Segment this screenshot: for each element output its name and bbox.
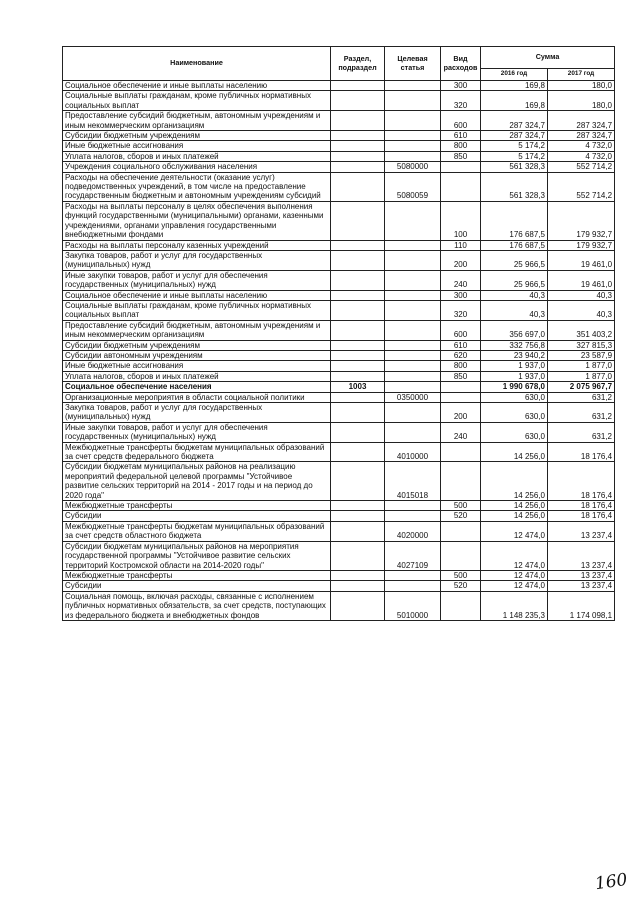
table-row xyxy=(63,250,615,270)
table-row xyxy=(63,340,615,350)
row-name: Иные бюджетные ассигнования xyxy=(63,361,331,371)
row-sum-2017: 18 176,4 xyxy=(548,501,615,511)
row-sum-2016: 630,0 xyxy=(481,403,548,423)
header-section: Раздел, подраздел xyxy=(331,47,385,81)
row-name: Субсидии xyxy=(63,581,331,591)
row-sum-2016: 287 324,7 xyxy=(481,131,548,141)
row-section xyxy=(331,570,385,580)
row-kind xyxy=(441,521,481,541)
row-sum-2017: 1 877,0 xyxy=(548,371,615,381)
row-kind: 850 xyxy=(441,151,481,161)
row-section xyxy=(331,340,385,350)
row-section xyxy=(331,403,385,423)
row-section xyxy=(331,581,385,591)
row-section xyxy=(331,392,385,402)
table-row xyxy=(63,162,615,172)
row-sum-2017: 40,3 xyxy=(548,290,615,300)
row-target xyxy=(385,581,441,591)
row-sum-2017: 2 075 967,7 xyxy=(548,382,615,392)
row-sum-2017: 351 403,2 xyxy=(548,320,615,340)
row-sum-2017: 4 732,0 xyxy=(548,141,615,151)
row-sum-2016: 1 937,0 xyxy=(481,361,548,371)
row-sum-2017: 19 461,0 xyxy=(548,250,615,270)
row-sum-2017: 23 587,9 xyxy=(548,350,615,360)
header-target: Целевая статья xyxy=(385,47,441,81)
table-row xyxy=(63,270,615,290)
header-sum: Сумма xyxy=(481,47,615,69)
row-section xyxy=(331,240,385,250)
row-section xyxy=(331,371,385,381)
row-sum-2016: 561 328,3 xyxy=(481,162,548,172)
row-sum-2017: 13 237,4 xyxy=(548,521,615,541)
row-name: Расходы на выплаты персоналу в целях обеспечения выполнения функций государственными (муниципальными) органами, казенными учреждениями, органами управления государственными внебюджетными фондами xyxy=(63,201,331,240)
row-sum-2017: 1 877,0 xyxy=(548,361,615,371)
header-year-2016: 2016 год xyxy=(481,69,548,81)
row-sum-2017: 631,2 xyxy=(548,403,615,423)
row-target xyxy=(385,141,441,151)
row-sum-2016: 630,0 xyxy=(481,392,548,402)
table-row xyxy=(63,392,615,402)
row-section xyxy=(331,270,385,290)
row-name: Субсидии автономным учреждениям xyxy=(63,350,331,360)
row-sum-2017: 13 237,4 xyxy=(548,541,615,570)
row-kind: 520 xyxy=(441,511,481,521)
row-sum-2016: 40,3 xyxy=(481,290,548,300)
table-row xyxy=(63,111,615,131)
table-row xyxy=(63,382,615,392)
row-sum-2016: 12 474,0 xyxy=(481,581,548,591)
row-kind: 610 xyxy=(441,131,481,141)
row-sum-2016: 14 256,0 xyxy=(481,501,548,511)
row-sum-2016: 1 990 678,0 xyxy=(481,382,548,392)
row-target xyxy=(385,340,441,350)
row-target xyxy=(385,403,441,423)
budget-table xyxy=(62,46,615,621)
row-target xyxy=(385,151,441,161)
table-header xyxy=(63,47,615,81)
row-section xyxy=(331,320,385,340)
row-name: Иные бюджетные ассигнования xyxy=(63,141,331,151)
row-kind xyxy=(441,392,481,402)
row-sum-2017: 18 176,4 xyxy=(548,511,615,521)
table-row xyxy=(63,371,615,381)
row-target xyxy=(385,270,441,290)
budget-table-sheet xyxy=(62,46,614,621)
row-name: Межбюджетные трансферты бюджетам муниципальных образований за счет средств федерального бюджета xyxy=(63,442,331,462)
row-sum-2017: 180,0 xyxy=(548,81,615,91)
row-sum-2016: 40,3 xyxy=(481,300,548,320)
row-target: 0350000 xyxy=(385,392,441,402)
row-sum-2016: 1 148 235,3 xyxy=(481,591,548,620)
row-name: Социальные выплаты гражданам, кроме публичных нормативных социальных выплат xyxy=(63,91,331,111)
row-kind: 240 xyxy=(441,422,481,442)
row-sum-2017: 631,2 xyxy=(548,392,615,402)
row-target xyxy=(385,201,441,240)
row-section xyxy=(331,350,385,360)
row-section xyxy=(331,162,385,172)
table-row xyxy=(63,403,615,423)
row-name: Иные закупки товаров, работ и услуг для обеспечения государственных (муниципальных) нужд xyxy=(63,270,331,290)
row-kind: 500 xyxy=(441,501,481,511)
row-target xyxy=(385,300,441,320)
row-sum-2017: 4 732,0 xyxy=(548,151,615,161)
row-kind xyxy=(441,541,481,570)
row-kind: 300 xyxy=(441,81,481,91)
row-name: Расходы на обеспечение деятельности (оказание услуг) подведомственных учреждений, в том числе на предоставление государственным бюджетным и автономным учреждениям субсидий xyxy=(63,172,331,201)
row-kind: 320 xyxy=(441,300,481,320)
row-section xyxy=(331,250,385,270)
row-name: Межбюджетные трансферты xyxy=(63,570,331,580)
table-row xyxy=(63,570,615,580)
row-sum-2016: 630,0 xyxy=(481,422,548,442)
row-kind: 610 xyxy=(441,340,481,350)
table-row xyxy=(63,151,615,161)
row-target: 5010000 xyxy=(385,591,441,620)
table-row xyxy=(63,521,615,541)
row-name: Иные закупки товаров, работ и услуг для обеспечения государственных (муниципальных) нужд xyxy=(63,422,331,442)
row-sum-2017: 552 714,2 xyxy=(548,162,615,172)
row-section xyxy=(331,172,385,201)
table-row xyxy=(63,501,615,511)
row-sum-2016: 12 474,0 xyxy=(481,541,548,570)
row-sum-2016: 14 256,0 xyxy=(481,511,548,521)
row-target xyxy=(385,131,441,141)
row-sum-2016: 5 174,2 xyxy=(481,151,548,161)
row-sum-2017: 287 324,7 xyxy=(548,111,615,131)
row-sum-2016: 25 966,5 xyxy=(481,270,548,290)
row-name: Уплата налогов, сборов и иных платежей xyxy=(63,371,331,381)
table-row xyxy=(63,541,615,570)
row-sum-2017: 1 174 098,1 xyxy=(548,591,615,620)
row-section xyxy=(331,290,385,300)
row-sum-2016: 12 474,0 xyxy=(481,570,548,580)
row-target: 4027109 xyxy=(385,541,441,570)
row-sum-2016: 14 256,0 xyxy=(481,442,548,462)
table-row xyxy=(63,300,615,320)
row-sum-2016: 23 940,2 xyxy=(481,350,548,360)
row-kind: 600 xyxy=(441,111,481,131)
row-sum-2016: 176 687,5 xyxy=(481,240,548,250)
header-kind: Вид расходов xyxy=(441,47,481,81)
row-sum-2016: 25 966,5 xyxy=(481,250,548,270)
row-sum-2016: 14 256,0 xyxy=(481,462,548,501)
row-name: Социальное обеспечение и иные выплаты населению xyxy=(63,290,331,300)
row-kind: 520 xyxy=(441,581,481,591)
table-row xyxy=(63,581,615,591)
table-row xyxy=(63,462,615,501)
row-sum-2017: 552 714,2 xyxy=(548,172,615,201)
row-target xyxy=(385,350,441,360)
table-row xyxy=(63,172,615,201)
table-body xyxy=(63,81,615,621)
table-row xyxy=(63,131,615,141)
row-sum-2016: 169,8 xyxy=(481,81,548,91)
table-row xyxy=(63,422,615,442)
row-name: Расходы на выплаты персоналу казенных учреждений xyxy=(63,240,331,250)
row-sum-2017: 327 815,3 xyxy=(548,340,615,350)
row-target: 5080059 xyxy=(385,172,441,201)
row-kind: 240 xyxy=(441,270,481,290)
row-kind: 100 xyxy=(441,201,481,240)
row-name: Субсидии xyxy=(63,511,331,521)
row-sum-2017: 179 932,7 xyxy=(548,201,615,240)
row-sum-2017: 13 237,4 xyxy=(548,581,615,591)
row-name: Организационные мероприятия в области социальной политики xyxy=(63,392,331,402)
row-section xyxy=(331,91,385,111)
row-name: Предоставление субсидий бюджетным, автономным учреждениям и иным некоммерческим организациям xyxy=(63,111,331,131)
row-name: Социальная помощь, включая расходы, связанные с исполнением публичных нормативных обязательств, за счет средств, поступающих из федерального бюджета и внебюджетных фондов xyxy=(63,591,331,620)
table-row xyxy=(63,361,615,371)
row-kind: 500 xyxy=(441,570,481,580)
row-section xyxy=(331,511,385,521)
row-sum-2017: 180,0 xyxy=(548,91,615,111)
header-year-2017: 2017 год xyxy=(548,69,615,81)
row-target xyxy=(385,290,441,300)
row-kind: 110 xyxy=(441,240,481,250)
row-target: 5080000 xyxy=(385,162,441,172)
row-target xyxy=(385,81,441,91)
row-kind: 850 xyxy=(441,371,481,381)
row-section xyxy=(331,422,385,442)
row-sum-2016: 12 474,0 xyxy=(481,521,548,541)
row-kind: 300 xyxy=(441,290,481,300)
row-target xyxy=(385,250,441,270)
table-row xyxy=(63,141,615,151)
row-sum-2017: 287 324,7 xyxy=(548,131,615,141)
row-sum-2016: 561 328,3 xyxy=(481,172,548,201)
row-name: Субсидии бюджетным учреждениям xyxy=(63,131,331,141)
table-row xyxy=(63,511,615,521)
row-section xyxy=(331,521,385,541)
header-name: Наименование xyxy=(63,47,331,81)
row-target xyxy=(385,240,441,250)
row-target xyxy=(385,501,441,511)
row-target xyxy=(385,382,441,392)
row-name: Учреждения социального обслуживания населения xyxy=(63,162,331,172)
row-sum-2017: 631,2 xyxy=(548,422,615,442)
row-section xyxy=(331,462,385,501)
row-kind xyxy=(441,591,481,620)
row-target: 4010000 xyxy=(385,442,441,462)
row-section xyxy=(331,151,385,161)
row-target xyxy=(385,320,441,340)
row-section xyxy=(331,141,385,151)
row-sum-2017: 179 932,7 xyxy=(548,240,615,250)
table-row xyxy=(63,350,615,360)
row-kind xyxy=(441,172,481,201)
page-number: 160 xyxy=(593,869,629,895)
row-section xyxy=(331,111,385,131)
row-name: Социальное обеспечение и иные выплаты населению xyxy=(63,81,331,91)
row-target xyxy=(385,422,441,442)
row-kind: 200 xyxy=(441,403,481,423)
row-section xyxy=(331,131,385,141)
table-row xyxy=(63,442,615,462)
row-sum-2017: 18 176,4 xyxy=(548,442,615,462)
row-section xyxy=(331,501,385,511)
row-kind: 800 xyxy=(441,141,481,151)
row-target xyxy=(385,570,441,580)
row-kind: 600 xyxy=(441,320,481,340)
table-row xyxy=(63,290,615,300)
row-sum-2016: 176 687,5 xyxy=(481,201,548,240)
row-sum-2017: 19 461,0 xyxy=(548,270,615,290)
row-kind: 620 xyxy=(441,350,481,360)
row-target: 4020000 xyxy=(385,521,441,541)
row-section xyxy=(331,442,385,462)
row-name: Субсидии бюджетам муниципальных районов на реализацию мероприятий федеральной целевой программы "Устойчивое развитие сельских территорий на 2014 - 2017 годы и на период до 2020 года" xyxy=(63,462,331,501)
row-kind xyxy=(441,442,481,462)
row-sum-2017: 18 176,4 xyxy=(548,462,615,501)
row-kind: 200 xyxy=(441,250,481,270)
row-kind: 800 xyxy=(441,361,481,371)
row-sum-2016: 5 174,2 xyxy=(481,141,548,151)
row-sum-2016: 332 756,8 xyxy=(481,340,548,350)
table-row xyxy=(63,320,615,340)
row-name: Закупка товаров, работ и услуг для государственных (муниципальных) нужд xyxy=(63,250,331,270)
row-name: Уплата налогов, сборов и иных платежей xyxy=(63,151,331,161)
row-kind xyxy=(441,382,481,392)
row-section xyxy=(331,300,385,320)
row-name: Социальное обеспечение населения xyxy=(63,382,331,392)
row-sum-2017: 13 237,4 xyxy=(548,570,615,580)
table-row xyxy=(63,201,615,240)
row-name: Социальные выплаты гражданам, кроме публичных нормативных социальных выплат xyxy=(63,300,331,320)
row-target xyxy=(385,111,441,131)
row-section: 1003 xyxy=(331,382,385,392)
row-kind: 320 xyxy=(441,91,481,111)
table-row xyxy=(63,591,615,620)
row-section xyxy=(331,541,385,570)
row-section xyxy=(331,591,385,620)
row-sum-2017: 40,3 xyxy=(548,300,615,320)
row-kind xyxy=(441,162,481,172)
row-name: Межбюджетные трансферты бюджетам муниципальных образований за счет средств областного бюджета xyxy=(63,521,331,541)
row-sum-2016: 287 324,7 xyxy=(481,111,548,131)
row-name: Межбюджетные трансферты xyxy=(63,501,331,511)
row-kind xyxy=(441,462,481,501)
row-name: Закупка товаров, работ и услуг для государственных (муниципальных) нужд xyxy=(63,403,331,423)
row-name: Предоставление субсидий бюджетным, автономным учреждениям и иным некоммерческим организациям xyxy=(63,320,331,340)
table-row xyxy=(63,81,615,91)
row-target xyxy=(385,371,441,381)
row-sum-2016: 169,8 xyxy=(481,91,548,111)
table-row xyxy=(63,240,615,250)
row-section xyxy=(331,361,385,371)
row-target xyxy=(385,361,441,371)
row-sum-2016: 1 937,0 xyxy=(481,371,548,381)
row-section xyxy=(331,81,385,91)
row-name: Субсидии бюджетным учреждениям xyxy=(63,340,331,350)
table-row xyxy=(63,91,615,111)
row-target xyxy=(385,91,441,111)
row-target xyxy=(385,511,441,521)
row-section xyxy=(331,201,385,240)
row-sum-2016: 356 697,0 xyxy=(481,320,548,340)
row-target: 4015018 xyxy=(385,462,441,501)
row-name: Субсидии бюджетам муниципальных районов на мероприятия государственной программы "Устойчивое развитие сельских территорий Костромской области на 2014-2020 годы" xyxy=(63,541,331,570)
